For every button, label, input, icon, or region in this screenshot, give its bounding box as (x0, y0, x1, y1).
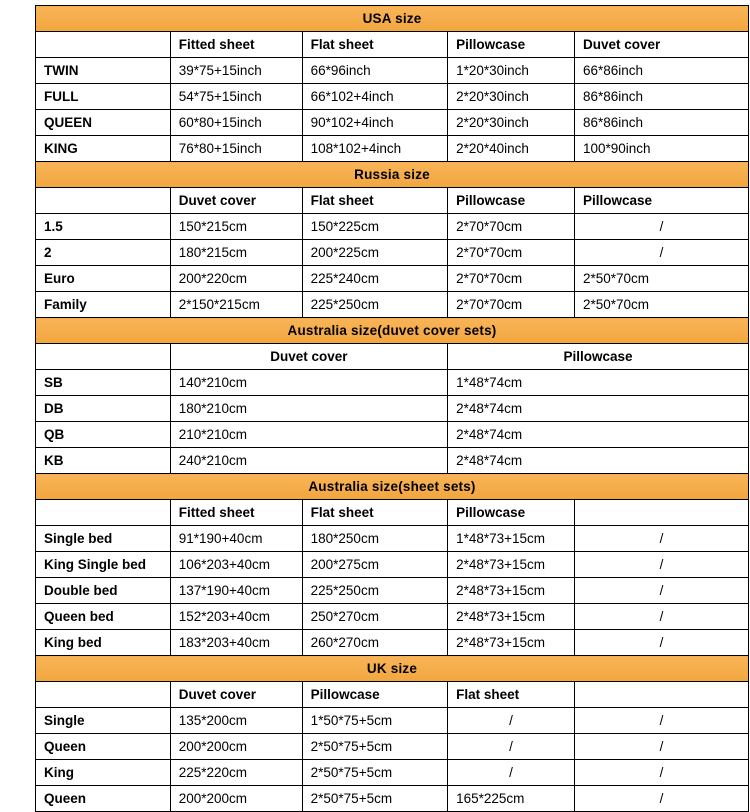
size-cell: 66*86inch (574, 58, 748, 84)
row-label: Queen bed (36, 604, 171, 630)
row-label: QB (36, 422, 171, 448)
table-row (36, 396, 749, 422)
size-cell: 54*75+15inch (170, 84, 302, 110)
size-cell: 1*48*73+15cm (448, 526, 575, 552)
table-row (36, 136, 749, 162)
size-cell: / (574, 240, 748, 266)
size-cell: / (448, 708, 575, 734)
size-cell: 2*48*73+15cm (448, 630, 575, 656)
size-cell: 66*102+4inch (302, 84, 447, 110)
size-cell: 183*203+40cm (170, 630, 302, 656)
section-title-row (36, 656, 749, 682)
column-header: Duvet cover (574, 32, 748, 58)
size-cell: 152*203+40cm (170, 604, 302, 630)
column-header: Pillowcase (574, 188, 748, 214)
size-cell: 2*48*73+15cm (448, 552, 575, 578)
size-cell: 2*50*75+5cm (302, 734, 447, 760)
size-cell: 2*20*30inch (448, 84, 575, 110)
size-cell: 2*70*70cm (448, 214, 575, 240)
size-cell: / (574, 630, 748, 656)
size-cell: 180*250cm (302, 526, 447, 552)
column-header-blank (36, 682, 171, 708)
size-cell: 39*75+15inch (170, 58, 302, 84)
size-cell: 2*50*75+5cm (302, 760, 447, 786)
size-cell: 200*225cm (302, 240, 447, 266)
table-row (36, 786, 749, 812)
size-cell: 2*20*30inch (448, 110, 575, 136)
size-cell: 260*270cm (302, 630, 447, 656)
size-cell: 100*90inch (574, 136, 748, 162)
column-header (574, 500, 748, 526)
table-row (36, 526, 749, 552)
size-cell: 2*70*70cm (448, 240, 575, 266)
row-label: SB (36, 370, 171, 396)
column-header: Flat sheet (302, 32, 447, 58)
size-cell: 165*225cm (448, 786, 575, 812)
size-cell: 2*20*40inch (448, 136, 575, 162)
column-header: Fitted sheet (170, 500, 302, 526)
size-cell: 2*50*70cm (574, 266, 748, 292)
size-cell: 135*200cm (170, 708, 302, 734)
size-cell: / (574, 526, 748, 552)
column-header-row (36, 500, 749, 526)
section-title-row (36, 6, 749, 32)
table-row (36, 58, 749, 84)
size-cell: / (574, 786, 748, 812)
size-cell: / (574, 552, 748, 578)
size-cell: 180*210cm (170, 396, 447, 422)
row-label: Family (36, 292, 171, 318)
size-cell: 86*86inch (574, 110, 748, 136)
size-cell: 2*70*70cm (448, 266, 575, 292)
row-label: Single (36, 708, 171, 734)
size-cell: / (574, 734, 748, 760)
size-cell: 180*215cm (170, 240, 302, 266)
row-label: DB (36, 396, 171, 422)
size-cell: / (574, 604, 748, 630)
size-cell: 2*48*73+15cm (448, 604, 575, 630)
row-label: FULL (36, 84, 171, 110)
row-label: KB (36, 448, 171, 474)
column-header: Duvet cover (170, 682, 302, 708)
column-header-row (36, 344, 749, 370)
size-cell: / (448, 760, 575, 786)
size-chart-body (36, 6, 749, 812)
size-cell: 225*250cm (302, 578, 447, 604)
size-cell: 2*150*215cm (170, 292, 302, 318)
column-header: Pillowcase (448, 188, 575, 214)
table-row (36, 734, 749, 760)
size-cell: 137*190+40cm (170, 578, 302, 604)
size-cell: 200*200cm (170, 734, 302, 760)
table-row (36, 292, 749, 318)
row-label: Queen (36, 734, 171, 760)
size-cell: 150*215cm (170, 214, 302, 240)
row-label: 1.5 (36, 214, 171, 240)
size-cell: 1*20*30inch (448, 58, 575, 84)
row-label: King (36, 760, 171, 786)
column-header: Flat sheet (302, 500, 447, 526)
column-header: Flat sheet (302, 188, 447, 214)
size-cell: 2*70*70cm (448, 292, 575, 318)
table-row (36, 630, 749, 656)
table-row (36, 604, 749, 630)
size-cell: 200*200cm (170, 786, 302, 812)
size-cell: 225*220cm (170, 760, 302, 786)
size-cell: 1*50*75+5cm (302, 708, 447, 734)
size-cell: 60*80+15inch (170, 110, 302, 136)
table-row (36, 448, 749, 474)
size-cell: 2*50*70cm (574, 292, 748, 318)
column-header-row (36, 682, 749, 708)
column-header: Duvet cover (170, 344, 447, 370)
row-label: Euro (36, 266, 171, 292)
size-cell: 2*50*75+5cm (302, 786, 447, 812)
table-row (36, 266, 749, 292)
section-title-row (36, 474, 749, 500)
row-label: Single bed (36, 526, 171, 552)
section-title-row (36, 318, 749, 344)
table-row (36, 552, 749, 578)
column-header: Duvet cover (170, 188, 302, 214)
size-chart-table (35, 5, 749, 812)
section-title-row (36, 162, 749, 188)
size-cell: / (448, 734, 575, 760)
table-row (36, 578, 749, 604)
size-cell: 2*48*74cm (448, 396, 749, 422)
table-row (36, 370, 749, 396)
size-cell: / (574, 578, 748, 604)
size-cell: 86*86inch (574, 84, 748, 110)
size-cell: 2*48*74cm (448, 448, 749, 474)
bedding-size-chart (35, 5, 749, 812)
row-label: 2 (36, 240, 171, 266)
size-cell: 66*96inch (302, 58, 447, 84)
size-cell: / (574, 760, 748, 786)
table-row (36, 84, 749, 110)
size-cell: 150*225cm (302, 214, 447, 240)
size-cell: 108*102+4inch (302, 136, 447, 162)
table-row (36, 240, 749, 266)
table-row (36, 708, 749, 734)
row-label: QUEEN (36, 110, 171, 136)
row-label: Double bed (36, 578, 171, 604)
row-label: Queen (36, 786, 171, 812)
size-cell: 250*270cm (302, 604, 447, 630)
column-header-row (36, 32, 749, 58)
column-header: Flat sheet (448, 682, 575, 708)
section-title: Australia size(duvet cover sets) (36, 318, 749, 344)
table-row (36, 760, 749, 786)
column-header: Pillowcase (448, 500, 575, 526)
size-cell: 2*48*73+15cm (448, 578, 575, 604)
size-cell: / (574, 214, 748, 240)
size-cell: 240*210cm (170, 448, 447, 474)
size-cell: 90*102+4inch (302, 110, 447, 136)
column-header: Pillowcase (448, 32, 575, 58)
column-header (574, 682, 748, 708)
table-row (36, 422, 749, 448)
size-cell: 225*250cm (302, 292, 447, 318)
size-cell: 106*203+40cm (170, 552, 302, 578)
size-cell: 200*220cm (170, 266, 302, 292)
section-title: Russia size (36, 162, 749, 188)
column-header: Fitted sheet (170, 32, 302, 58)
column-header-row (36, 188, 749, 214)
size-cell: 91*190+40cm (170, 526, 302, 552)
size-cell: 76*80+15inch (170, 136, 302, 162)
table-row (36, 214, 749, 240)
size-cell: / (574, 708, 748, 734)
column-header-blank (36, 500, 171, 526)
section-title: USA size (36, 6, 749, 32)
row-label: King bed (36, 630, 171, 656)
column-header: Pillowcase (448, 344, 749, 370)
size-cell: 2*48*74cm (448, 422, 749, 448)
size-cell: 200*275cm (302, 552, 447, 578)
row-label: King Single bed (36, 552, 171, 578)
column-header-blank (36, 344, 171, 370)
section-title: Australia size(sheet sets) (36, 474, 749, 500)
row-label: KING (36, 136, 171, 162)
table-row (36, 110, 749, 136)
section-title: UK size (36, 656, 749, 682)
row-label: TWIN (36, 58, 171, 84)
size-cell: 210*210cm (170, 422, 447, 448)
column-header: Pillowcase (302, 682, 447, 708)
column-header-blank (36, 32, 171, 58)
size-cell: 225*240cm (302, 266, 447, 292)
size-cell: 1*48*74cm (448, 370, 749, 396)
column-header-blank (36, 188, 171, 214)
size-cell: 140*210cm (170, 370, 447, 396)
